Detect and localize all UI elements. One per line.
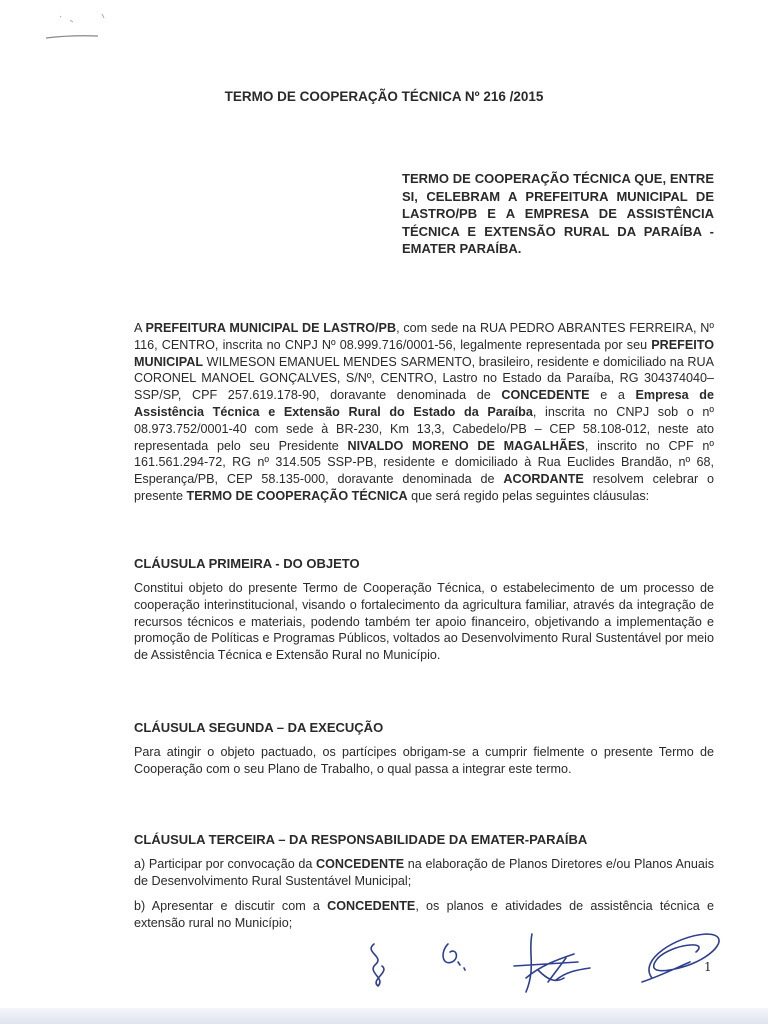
signature-2 [443,944,465,970]
signature-3 [514,934,590,992]
clause-1-text: Constitui objeto do presente Termo de Cooperação Técnica, o estabelecimento de um processo de cooperação interinstitucional, visando o fortalecimento da agricultura familiar, através da integração de recursos técnicos e materiais, podendo também ter apoio financeiro, objetivando a implementação e promoção de Políticas e Programas Públicos, voltados ao Desenvolvimento Rural Sustentável por meio de Assistência Técnica e Extensão Rural no Município. [134,581,714,663]
document-title: TERMO DE COOPERAÇÃO TÉCNICA Nº 216 /2015 [224,89,544,104]
scan-corner-mark [40,8,120,48]
signature-1 [371,944,384,986]
page-number: 1 [704,960,712,974]
clause-3-item-b: b) Apresentar e discutir com a CONCEDENTE, os planos e atividades de assistência técnica e extensão rural no Município; [134,899,714,930]
signature-4 [642,934,719,982]
clause-3-heading: CLÁUSULA TERCEIRA – DA RESPONSABILIDADE DA EMATER-PARAÍBA [134,832,588,847]
document-summary: TERMO DE COOPERAÇÃO TÉCNICA QUE, ENTRE SI, CELEBRAM A PREFEITURA MUNICIPAL DE LASTRO/PB E A EMPRESA DE ASSISTÊNCIA TÉCNICA E EXTENSÃO RURAL DA PARAÍBA - EMATER PARAÍBA. [402,171,714,256]
clause-2-heading: CLÁUSULA SEGUNDA – DA EXECUÇÃO [134,720,384,735]
scan-bottom-edge [0,1008,768,1024]
clause-2-text: Para atingir o objeto pactuado, os partícipes obrigam-se a cumprir fielmente o presente Termo de Cooperação com o seu Plano de Trabalho, o qual passa a integrar este termo. [134,745,714,776]
clause-3-item-a: a) Participar por convocação da CONCEDENTE na elaboração de Planos Diretores e/ou Planos Anuais de Desenvolvimento Rural Sustentável Municipal; [134,857,715,888]
signature-block [360,922,730,1008]
preamble-paragraph: A PREFEITURA MUNICIPAL DE LASTRO/PB, com sede na RUA PEDRO ABRANTES FERREIRA, Nº 116, CENTRO, inscrita no CNPJ Nº 08.999.716/0001-56, legalmente representada por seu PREFEITO MUNICIPAL WILMESON EMANUEL MENDES SARMENTO, brasileiro, residente e domiciliado na RUA CORONEL MANOEL GONÇALVES, S/Nº, CENTRO, Lastro no Estado da Paraíba, RG 304374040–SSP/SP, CPF 257.619.178-90, doravante denominada de CONCEDENTE e a Empresa de Assistência Técnica e Extensão Rural do Estado da Paraíba, inscrita no CNPJ sob o nº 08.973.752/0001-40 com sede à BR-230, Km 13,3, Cabedelo/PB – CEP 58.108-012, neste ato representada pelo seu Presidente NIVALDO MORENO DE MAGALHÃES, inscrito no CPF nº 161.561.294-72, RG nº 314.505 SSP-PB, residente e domiciliado à Rua Euclides Brandão, nº 68, Esperança/PB, CEP 58.135-000, doravante denominada de ACORDANTE resolvem celebrar o presente TERMO DE COOPERAÇÃO TÉCNICA que será regido pelas seguintes cláusulas: [134,321,714,503]
clause-1-heading: CLÁUSULA PRIMEIRA - DO OBJETO [134,556,360,571]
